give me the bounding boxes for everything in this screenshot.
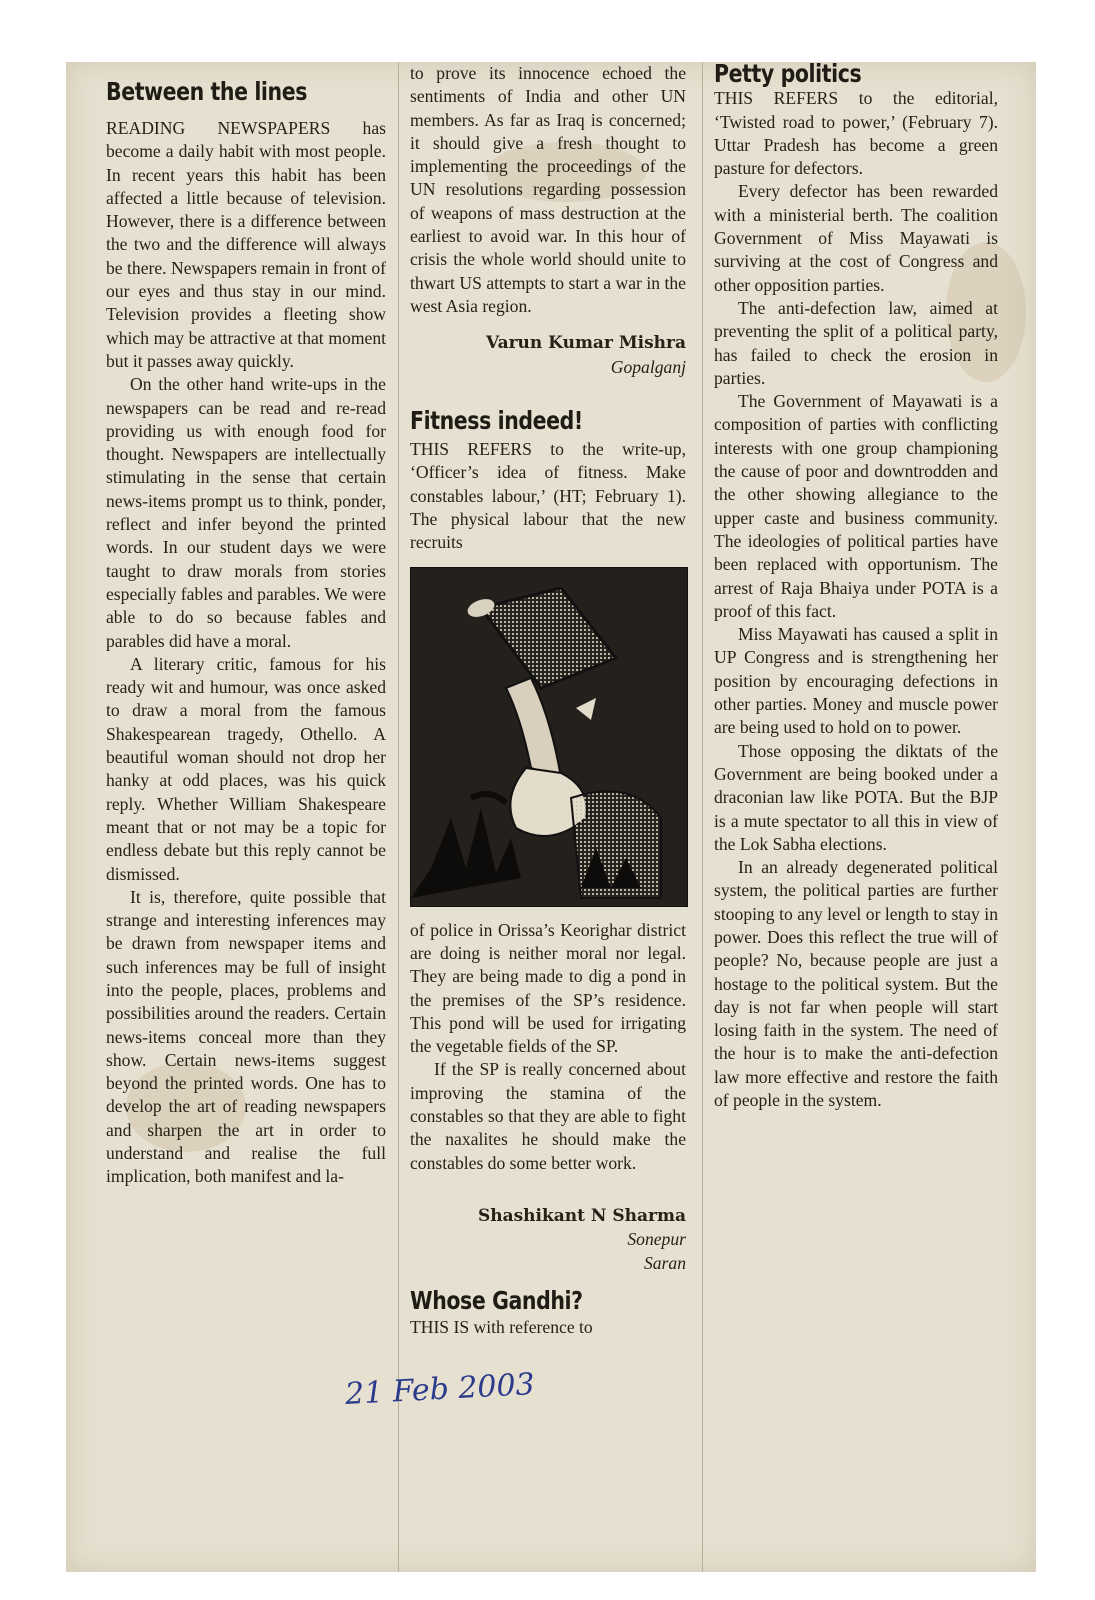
paragraph: The anti-defection law, aimed at preventing the split of a political party, has failed to check the erosion in parties. bbox=[714, 297, 998, 388]
paragraph: If the SP is really concerned about improving the stamina of the constables so that they are able to fight the naxalites he should make the constables do some better work. bbox=[410, 1059, 686, 1173]
author-place: Sonepur bbox=[627, 1229, 686, 1250]
watering-can-arm-illustration bbox=[411, 568, 687, 906]
paragraph: In an already degenerated political system, the political parties are further stooping to any level or length to stay in power. Does this reflect the true will of people? No, because people are just a hostage to the political system. But the day is not far when people will start losing faith in the system. The need of the hour is to make the anti-defection law more effective and restore the faith of people in the system. bbox=[714, 857, 998, 1111]
paragraph: THIS REFERS to the editorial, ‘Twisted road to power,’ (February 7). Uttar Pradesh has become a green pasture for defectors. bbox=[714, 88, 998, 179]
heading-between-the-lines: Between the lines bbox=[106, 77, 308, 106]
column-rule bbox=[398, 62, 399, 1572]
handwritten-date: 21 Feb 2003 bbox=[344, 1367, 536, 1412]
heading-whose-gandhi: Whose Gandhi? bbox=[410, 1285, 583, 1315]
paragraph: A literary critic, famous for his ready wit and humour, was once asked to draw a moral from the famous Shakespearean tragedy, Othello. A beautiful woman should not drop her hanky at odd places, was his quick reply. Whether William Shakespeare meant that or not may be a topic for endless debate but this reply cannot be dismissed. bbox=[106, 653, 386, 884]
heading-fitness-indeed: Fitness indeed! bbox=[410, 405, 583, 435]
author-name: Varun Kumar Mishra bbox=[485, 333, 686, 354]
paragraph: It is, therefore, quite possible that strange and interesting inferences may be drawn from newspaper items and such inferences may be full of insight into the people, places, problems and possibilities around the readers. Certain news-items conceal more than they show. Certain news-items suggest beyond the printed words. One has to develop the art of reading newspapers and sharpen the art in order to understand and realise the full implication, both manifest and la- bbox=[106, 886, 386, 1187]
newspaper-clipping bbox=[66, 62, 1036, 1572]
paragraph: The Government of Mayawati is a composition of parties with conflicting interests with one group championing the cause of poor and downtrodden and the other showing allegiance to the upper caste and business community. The ideologies of political parties have been replaced with opportunism. The arrest of Raja Bhaiya under POTA is a proof of this fact. bbox=[714, 391, 998, 621]
column-rule bbox=[702, 62, 703, 1572]
author-name: Shashikant N Sharma bbox=[477, 1205, 686, 1226]
letter-petty-politics bbox=[714, 62, 998, 1112]
paragraph: of police in Orissa’s Keorighar district are doing is neither moral nor legal. They are being made to dig a pond in the premises of the SP’s residence. This pond will be used for irrigating the vegetable fields of the SP. bbox=[410, 919, 686, 1057]
author-place: Gopalganj bbox=[610, 356, 686, 377]
heading-petty-politics: Petty politics bbox=[714, 62, 862, 88]
paragraph: Those opposing the diktats of the Government are being booked under a draconian law like POTA. But the BJP is a mute spectator to all this in view of the Lok Sabha elections. bbox=[714, 740, 998, 854]
paragraph: THIS IS with reference to bbox=[410, 1317, 593, 1338]
letter-between-the-lines bbox=[106, 77, 386, 1189]
illustration-image bbox=[410, 567, 688, 907]
letters-column-middle bbox=[410, 62, 686, 1339]
paragraph: On the other hand write-ups in the newspapers can be read and re-read providing us with enough food for thought. Newspapers are intellectually stimulating in the sense that certain news-items prompt us to think, ponder, reflect and infer beyond the printed words. In our student days we were taught to draw morals from stories especially fables and parables. We were able to do so because fables and parables did have a moral. bbox=[106, 374, 386, 651]
paragraph: THIS REFERS to the write-up, ‘Officer’s idea of fitness. Make constables labour,’ (HT; February 1). The physical labour that the new recruits bbox=[410, 439, 686, 553]
paragraph: to prove its innocence echoed the sentiments of India and other UN members. As far as Iraq is concerned; it should give a fresh thought to implementing the proceedings of the UN resolutions regarding possession of weapons of mass destruction at the earliest to avoid war. In this hour of crisis the whole world should unite to thwart US attempts to start a war in the west Asia region. bbox=[410, 63, 686, 316]
paragraph: Every defector has been rewarded with a ministerial berth. The coalition Government of Miss Mayawati is surviving at the cost of Congress and other opposition parties. bbox=[714, 181, 998, 295]
paragraph: Miss Mayawati has caused a split in UP Congress and is strengthening her position by encouraging defections in other parties. Money and muscle power are being used to hold on to power. bbox=[714, 624, 998, 738]
paragraph: READING NEWSPAPERS has become a daily habit with most people. In recent years this habit has been affected a little because of television. However, there is a difference between the two and the difference will always be there. Newspapers remain in front of our eyes and thus stay in our mind. Television provides a fleeting show which may be attractive at that moment but it passes away quickly. bbox=[106, 118, 386, 371]
author-place: Saran bbox=[643, 1252, 686, 1273]
